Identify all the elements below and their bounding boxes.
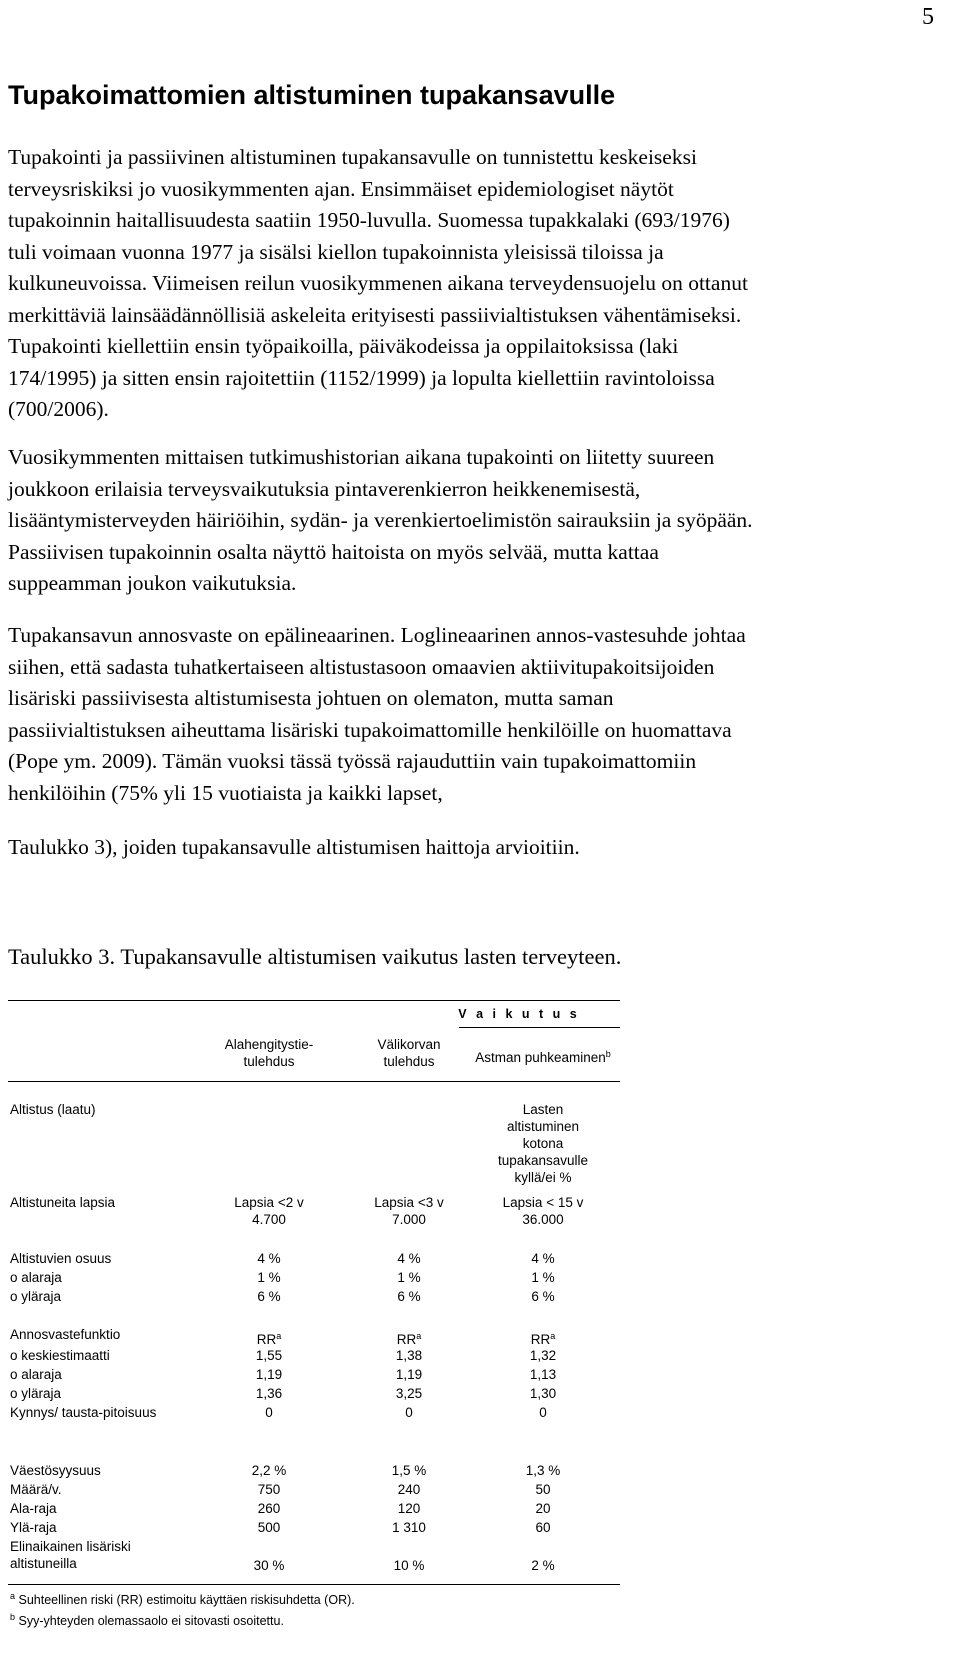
table-cell: 6 %: [531, 1289, 555, 1304]
text-line: (Pope ym. 2009). Tämän vuoksi tässä työssä rajauduttiin vain tupakoimattomiin: [8, 749, 697, 773]
col-header-otitis-media: Välikorvan tulehdus: [377, 1037, 441, 1069]
table-cell: 3,25: [395, 1386, 423, 1401]
row-label-dose-response: Annosvastefunktio: [10, 1327, 121, 1342]
exposure-description: Lasten altistuminen kotona tupakansavulle kyllä/ei %: [497, 1102, 589, 1185]
table-cell: 1,13: [529, 1367, 557, 1382]
text-line: merkittäviä lainsäädännöllisiä askeleita erityisesti passiivialtistuksen vähentämiseksi.: [8, 302, 742, 327]
table-cell: 1,32: [529, 1348, 557, 1363]
text-line: Tupakansavun annosvaste on epälineaarinen. Loglineaarinen annos-vastesuhde johtaa: [8, 623, 746, 647]
table-cell: 1 %: [397, 1270, 421, 1285]
table-cell: 1,38: [395, 1348, 423, 1363]
table-cell: 50: [535, 1482, 551, 1497]
table-cell: 1,19: [255, 1367, 283, 1382]
text-line: lisääntymisterveyden häiriöihin, sydän- ja verenkiertoelimistön sairauksiin ja syöpään.: [8, 508, 753, 532]
row-label: Altistuvien osuus: [10, 1251, 112, 1266]
table-cell: 120: [397, 1501, 421, 1516]
col-header-lower-respiratory: Alahengitystie- tulehdus: [224, 1037, 314, 1069]
text-line: Passiivisen tupakoinnin osalta näyttö haitoista on myös selvää, mutta kattaa: [8, 539, 659, 564]
text-line: tupakoinnin haitallisuudesta saatiin 1950-luvulla. Suomessa tupakkalaki (693/1976): [8, 208, 730, 232]
text-line: Tupakointi kiellettiin ensin työpaikoilla, päiväkodeissa ja oppilaitoksissa (laki: [8, 334, 679, 358]
page-number: 5: [922, 4, 934, 30]
col-header-asthma: Astman puhkeaminen$^b$: [475, 1049, 611, 1065]
text-line: kulkuneuvoissa. Viimeisen reilun vuosikymmenen aikana terveydensuojelu on ottanut: [8, 271, 748, 295]
group-header: V a i k u t u s: [458, 1007, 580, 1021]
paragraph-1: [8, 142, 948, 426]
row-label-lifetime-risk: Elinaikainen lisäriski altistuneilla: [10, 1539, 131, 1571]
text-line: (700/2006).: [8, 397, 109, 421]
table-cell: 2 %: [531, 1558, 555, 1573]
effects-table: [0, 1000, 960, 1668]
table-cell: 10 %: [393, 1558, 425, 1573]
paragraph-2: [8, 442, 948, 600]
row-label: o keskiestimaatti: [10, 1348, 110, 1363]
table-cell: 4 %: [257, 1251, 281, 1266]
table-cell: 4 %: [531, 1251, 555, 1266]
table-cell: 0: [265, 1405, 273, 1420]
group-header-rule: [459, 1027, 620, 1028]
text-line: joukkoon erilaisia terveysvaikutuksia pintaverenkierron heikkenemisestä,: [8, 476, 641, 501]
table-cell-rr: $RR^a$: [396, 1331, 422, 1347]
row-label: Ylä-raja: [10, 1520, 57, 1535]
table-cell: 1,36: [255, 1386, 283, 1401]
row-label: Määrä/v.: [10, 1482, 62, 1497]
table-cell: 1 %: [257, 1270, 281, 1285]
text-line: Taulukko 3), joiden tupakansavulle altistumisen haittoja arvioitiin.: [8, 835, 580, 859]
text-line: henkilöihin (75% yli 15 vuotiaista ja kaikki lapset,: [8, 780, 443, 805]
table-cell: 240: [397, 1482, 421, 1497]
table-cell: 1 310: [392, 1520, 426, 1535]
row-label-exposed-children: Altistuneita lapsia: [10, 1195, 116, 1210]
table-cell: 750: [257, 1482, 281, 1497]
table-cell: 1,19: [395, 1367, 423, 1382]
table-cell: 4 %: [397, 1251, 421, 1266]
table-caption: Taulukko 3. Tupakansavulle altistumisen vaikutus lasten terveyteen.: [8, 944, 622, 969]
row-label: Väestösyysuus: [10, 1463, 101, 1478]
table-cell: 1,3 %: [525, 1463, 561, 1478]
table-cell: 0: [405, 1405, 413, 1420]
text-line: passiivialtistuksen aiheuttama lisäriski tupakoimattomille henkilöille on huomattava: [8, 717, 732, 742]
table-cell: 20: [535, 1501, 551, 1516]
text-line: lisäriski passiivisesta altistumisesta johtuen on olematon, mutta saman: [8, 686, 614, 710]
table-cell: 500: [257, 1520, 281, 1535]
table-cell: 30 %: [253, 1558, 285, 1573]
text-line: Vuosikymmenten mittaisen tutkimushistorian aikana tupakointi on liitetty suureen: [8, 445, 715, 469]
paragraph-3: [8, 620, 948, 809]
text-line: terveysriskiksi jo vuosikymmenten ajan. Ensimmäiset epidemiologiset näytöt: [8, 176, 674, 201]
table-cell: 6 %: [257, 1289, 281, 1304]
text-line: 174/1995) ja sitten ensin rajoitettiin (1152/1999) ja lopulta kiellettiin ravintoloissa: [8, 365, 715, 390]
table-cell: 2,2 %: [251, 1463, 287, 1478]
row-label: o yläraja: [10, 1386, 62, 1401]
header-rule: [8, 1081, 620, 1082]
text-line: Tupakointi ja passiivinen altistuminen tupakansavulle on tunnistettu keskeiseksi: [8, 145, 697, 169]
table-cell: 260: [257, 1501, 281, 1516]
text-line: tuli voimaan vuonna 1977 ja sisälsi kiellon tupakoinnista yleisissä tiloissa ja: [8, 239, 664, 264]
row-label: o alaraja: [10, 1270, 62, 1285]
row-label: o alaraja: [10, 1367, 62, 1382]
table-cell: 0: [539, 1405, 547, 1420]
table-bottom-rule: [8, 1584, 620, 1585]
cell-exposed-age: Lapsia <2 v 4.700: [234, 1195, 304, 1227]
table-cell: 6 %: [397, 1289, 421, 1304]
table-cell: 1,30: [529, 1386, 557, 1401]
footnote-b: $^b$ Syy-yhteyden olemassaolo ei sitovasti osoitettu.: [10, 1612, 284, 1628]
cell-exposed-age: Lapsia <3 v 7.000: [374, 1195, 444, 1227]
table-top-rule: [8, 1000, 620, 1001]
table-cell: 1,55: [255, 1348, 283, 1363]
text-line: siihen, että sadasta tuhatkertaiseen altistustasoon omaavien aktiivitupakoitsijoiden: [8, 654, 715, 679]
table-cell: 60: [535, 1520, 551, 1535]
exposure-label: Altistus (laatu): [10, 1102, 96, 1117]
table-cell: 1 %: [531, 1270, 555, 1285]
text-line: suppeamman joukon vaikutuksia.: [8, 571, 297, 595]
table-cell-rr: $RR^a$: [530, 1331, 556, 1347]
footnote-a: $^a$ Suhteellinen riski (RR) estimoitu käyttäen riskisuhdetta (OR).: [10, 1591, 355, 1607]
section-heading: Tupakoimattomien altistuminen tupakansavulle: [8, 80, 616, 110]
row-label: Kynnys/ tausta-pitoisuus: [10, 1405, 157, 1420]
cell-exposed-age: Lapsia < 15 v 36.000: [502, 1195, 584, 1227]
row-label: Ala-raja: [10, 1501, 57, 1516]
paragraph-4: [8, 832, 948, 864]
table-cell-rr: $RR^a$: [256, 1331, 282, 1347]
row-label: o yläraja: [10, 1289, 62, 1304]
table-cell: 1,5 %: [391, 1463, 427, 1478]
